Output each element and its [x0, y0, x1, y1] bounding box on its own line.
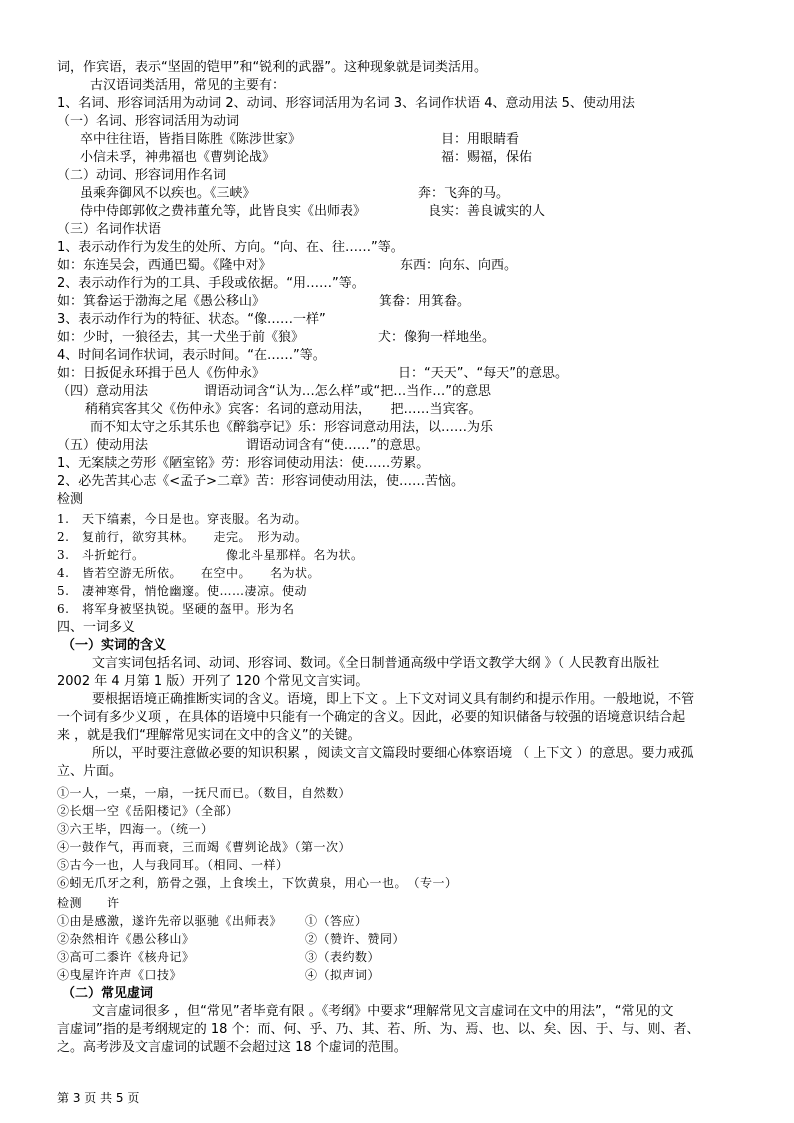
text-line: 卒中往往语，皆指目陈胜《陈涉世家》	[80, 132, 302, 147]
text-line: 之。高考涉及文言虚词的试题不会超过这 18 个虚词的范围。	[57, 1040, 407, 1055]
text-line: 侍中侍郎郭攸之费祎董允等，此皆良实《出师表》	[80, 204, 367, 219]
text-line: 小信未孚，神弗福也《曹刿论战》	[80, 150, 276, 165]
text-line: ③高可二黍许《核舟记》	[57, 950, 195, 964]
text-line-annotation: 东西：向东、向西。	[400, 258, 518, 273]
text-line: ④曳屋许许声《口技》	[57, 968, 183, 982]
text-line-annotation: ②（赞许、赞同）	[305, 932, 406, 946]
text-line: 2002 年 4 月第 1 版）开列了 120 个常见文言实词。	[57, 674, 369, 689]
text-line: （一）实词的含义	[62, 638, 167, 653]
text-line: 如：东连吴会，西通巴蜀。《隆中对》	[57, 258, 272, 273]
text-line-annotation: 目：用眼睛看	[441, 132, 520, 147]
page-footer: 第 3 页 共 5 页	[57, 1091, 140, 1105]
text-line-annotation: ④（拟声词）	[305, 968, 381, 982]
text-line: 检测 许	[57, 896, 120, 910]
text-line: 文言实词包括名词、动词、形容词、数词。《全日制普通高级中学语文教学大纲 》（ 人民教育出版社	[92, 656, 660, 671]
text-line: 1、无案牍之劳形《陋室铭》劳：形容词使动用法：使……劳累。	[57, 456, 430, 471]
text-line: 2、表示动作行为的工具、手段或依据。“用……”等。	[57, 276, 365, 291]
text-line-annotation: 奔：飞奔的马。	[418, 186, 510, 201]
text-line: （一）名词、形容词活用为动词	[57, 114, 240, 129]
text-line: ①由是感激，遂许先帝以驱驰《出师表》	[57, 914, 283, 928]
text-line-annotation: ①（答应）	[305, 914, 368, 928]
text-line: （五）使动用法	[57, 438, 149, 453]
text-line-annotation: 犬：像狗一样地坐。	[378, 330, 496, 345]
text-line: ②长烟一空《岳阳楼记》（全部）	[57, 804, 239, 818]
text-line: 词，作宾语，表示“坚固的铠甲”和“锐利的武器”。这种现象就是词类活用。	[57, 60, 487, 75]
text-line: ③六王毕，四海一。（统一）	[57, 822, 214, 836]
text-line: 4. 皆若空游无所依。 在空中。 名为状。	[57, 566, 320, 580]
text-line: 5. 凄神寒骨，悄怆幽邃。使……凄凉。使动	[57, 584, 307, 598]
text-line: 6. 将军身被坚执锐。坚硬的盔甲。形为名	[57, 602, 295, 616]
text-line: （三）名词作状语	[57, 222, 162, 237]
text-line: 3. 斗折蛇行。 像北斗星那样。名为状。	[57, 548, 364, 562]
text-line: 如：日扳促永环揖于邑人《伤仲永》	[57, 366, 266, 381]
text-line: 四、一词多义	[57, 620, 136, 635]
text-line: 一个词有多少义项 ，在具体的语境中只能有一个确定的含义。因此，必要的知识储备与较强的语境意识结合起	[57, 710, 686, 725]
text-line: 1、表示动作行为发生的处所、方向。“向、在、往……”等。	[57, 240, 404, 255]
text-line: 古汉语词类活用，常见的主要有：	[90, 78, 286, 93]
text-line: ⑥蚓无爪牙之利，筋骨之强，上食埃土，下饮黄泉，用心一也。 （专一）	[57, 876, 458, 890]
text-line-annotation: 福：赐福，保佑	[441, 150, 533, 165]
text-line: 来 ，就是我们“理解常见实词在文中的含义”的关键。	[57, 728, 361, 743]
text-line: 如：箕畚运于渤海之尾《愚公移山》	[57, 294, 266, 309]
text-line: 而不知太守之乐其乐也《醉翁亭记》乐：形容词意动用法，以……为乐	[90, 420, 494, 435]
text-line: ①一人，一桌，一扇，一抚尺而已。（数目，自然数）	[57, 786, 352, 800]
text-line: 检测	[57, 492, 84, 507]
text-line: ④一鼓作气，再而衰，三而竭《曹刿论战》（第一次）	[57, 840, 352, 854]
text-line: 3、表示动作行为的特征、状态。“像……一样”	[57, 312, 326, 327]
text-line-annotation: 良实：善良诚实的人	[428, 204, 546, 219]
text-line-annotation: 箕畚：用箕畚。	[379, 294, 471, 309]
text-line: 2、必先苦其心志《<孟子>二章》苦：形容词使动用法，使……苦恼。	[57, 474, 465, 489]
text-line: 稍稍宾客其父《伤仲永》宾客：名词的意动用法， 把……当宾客。	[85, 402, 482, 417]
text-line: 虽乘奔御风不以疾也。《三峡》	[80, 186, 256, 201]
text-line: （四）意动用法	[57, 384, 149, 399]
text-line: 如：少时，一狼径去，其一犬坐于前《狼》	[57, 330, 305, 345]
text-line: 言虚词”指的是考纲规定的 18 个：而、何、乎、乃、其、若、所、为、焉、也、以、矣、因、于、与、则、者、	[57, 1022, 700, 1037]
text-line-annotation: 谓语动词含有“使……”的意思。	[246, 438, 429, 453]
text-line-annotation: 谓语动词含“认为…怎么样”或“把…当作…”的意思	[204, 384, 491, 399]
text-line: 立、片面。	[57, 764, 123, 779]
text-line: 1、名词、形容词活用为动词 2、动词、形容词活用为名词 3、名词作状语 4、意动用法 5、使动用法	[57, 96, 635, 111]
text-line: 1. 天下缟素，今日是也。穿丧服。名为动。	[57, 512, 307, 526]
text-line: 要根据语境正确推断实词的含义。语境，即上下文 。上下文对词义具有制约和提示作用。一般地说，不管	[92, 692, 695, 707]
text-line-annotation: ③（表约数）	[305, 950, 381, 964]
text-line-annotation: 日：“天天”、“每天”的意思。	[398, 366, 568, 381]
text-line: 2. 复前行，欲穷其林。 走完。 形为动。	[57, 530, 308, 544]
text-line: （二）常见虚词	[62, 986, 154, 1001]
text-line: ②杂然相许《愚公移山》	[57, 932, 195, 946]
text-line: 4、时间名词作状词，表示时间。“在……”等。	[57, 348, 326, 363]
text-line: ⑤古今一也，人与我同耳。（相同、一样）	[57, 858, 289, 872]
text-line: 所以，平时要注意做必要的知识积累 ，阅读文言文篇段时要细心体察语境 （ 上下文 ）的意思。要力戒孤	[92, 746, 694, 761]
text-line: 文言虚词很多 ，但“常见”者毕竟有限 。《考纲》中要求“理解常见文言虚词在文中的用法”，“常见的文	[92, 1004, 674, 1019]
text-line: （二）动词、形容词用作名词	[57, 168, 227, 183]
